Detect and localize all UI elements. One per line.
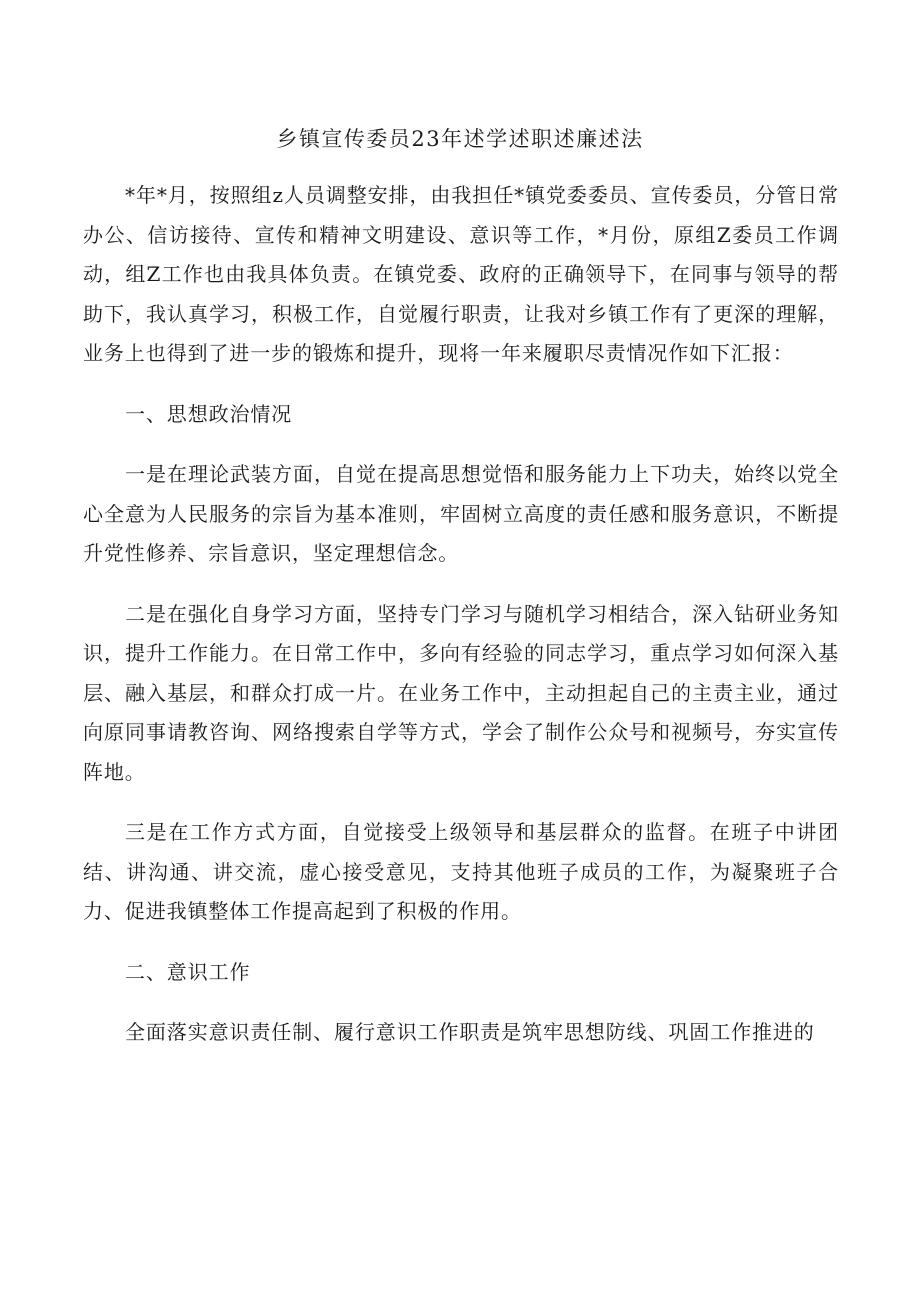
section-heading-1: 一、思想政治情况: [125, 401, 293, 426]
document-title: 乡镇宣传委员23年述学述职述廉述法: [276, 127, 644, 151]
paragraph-method: 三是在工作方式方面，自觉接受上级领导和基层群众的监督。在班子中讲团结、讲沟通、讲交流，虚心接受意见，支持其他班子成员的工作，为凝聚班子合力、促进我镇整体工作提高起到了积极的作用。: [83, 820, 839, 923]
paragraph-ideology: 全面落实意识责任制、履行意识工作职责是筑牢思想防线、巩固工作推进的: [125, 1020, 815, 1044]
paragraph-theory: 一是在理论武装方面，自觉在提高思想觉悟和服务能力上下功夫，始终以党全心全意为人民服务的宗旨为基本准则，牢固树立高度的责任感和服务意识，不断提升党性修养、宗旨意识，坚定理想信念。: [83, 462, 839, 565]
paragraph-study: 二是在强化自身学习方面，坚持专门学习与随机学习相结合，深入钻研业务知识，提升工作能力。在日常工作中，多向有经验的同志学习，重点学习如何深入基层、融入基层，和群众打成一片。在业务工作中，主动担起自己的主责主业，通过向原同事请教咨询、网络搜索自学等方式，学会了制作公众号和视频号，夯实宣传阵地。: [83, 601, 839, 784]
section-heading-2: 二、意识工作: [125, 959, 251, 984]
paragraph-intro: *年*月，按照组z人员调整安排，由我担任*镇党委委员、宣传委员，分管日常办公、信访接待、宣传和精神文明建设、意识等工作，*月份，原组Z委员工作调动，组Z工作也由我具体负责。在镇党委、政府的正确领导下，在同事与领导的帮助下，我认真学习，积极工作，自觉履行职责，让我对乡镇工作有了更深的理解，业务上也得到了进一步的锻炼和提升，现将一年来履职尽责情况作如下汇报：: [83, 183, 839, 365]
document-body: [83, 176, 839, 1053]
